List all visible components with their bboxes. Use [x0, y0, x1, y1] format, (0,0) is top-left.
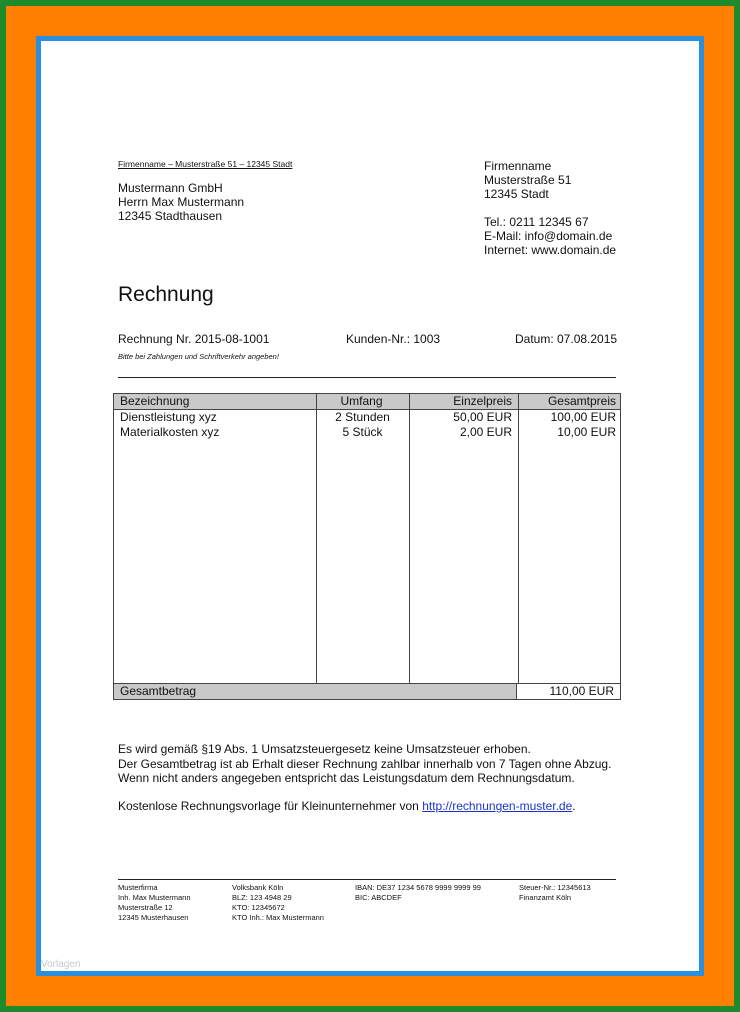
invoice-number: Rechnung Nr. 2015-08-1001	[118, 332, 270, 346]
footer-line: Musterfirma	[118, 883, 158, 892]
template-credit-text: Kostenlose Rechnungsvorlage für Kleinunternehmer von	[118, 799, 423, 813]
total-value: 110,00 EUR	[549, 684, 614, 698]
company-phone: Tel.: 0211 12345 67	[484, 215, 589, 229]
divider-line	[118, 377, 616, 378]
footer-line: Inh. Max Mustermann	[118, 893, 191, 902]
company-city: 12345 Stadt	[484, 187, 549, 201]
header-total-price: Gesamtpreis	[547, 394, 616, 408]
customer-number: Kunden-Nr.: 1003	[346, 332, 441, 346]
reference-hint: Bitte bei Zahlungen und Schriftverkehr angeben!	[118, 352, 279, 361]
header-description: Bezeichnung	[120, 394, 190, 408]
template-link[interactable]: http://rechnungen-muster.de	[422, 799, 573, 813]
row-total-price: 10,00 EUR	[557, 425, 616, 439]
note-line: Wenn nicht anders angegeben entspricht das Leistungsdatum dem Rechnungsdatum.	[118, 771, 575, 785]
note-line: Der Gesamtbetrag ist ab Erhalt dieser Rechnung zahlbar innerhalb von 7 Tagen ohne Abzug.	[118, 756, 612, 771]
column-divider	[518, 394, 519, 685]
row-description: Dienstleistung xyz	[120, 410, 217, 424]
header-unit-price: Einzelpreis	[453, 394, 512, 408]
footer-line: Musterstraße 12	[118, 903, 173, 912]
recipient-line: 12345 Stadthausen	[118, 209, 223, 223]
header-quantity: Umfang	[340, 394, 383, 408]
footer-line: Volksbank Köln	[232, 883, 284, 892]
invoice-page	[41, 41, 699, 971]
row-description: Materialkosten xyz	[120, 425, 220, 439]
recipient-line: Herrn Max Mustermann	[118, 195, 245, 209]
sender-return-address: Firmenname – Musterstraße 51 – 12345 Stadt	[118, 159, 293, 169]
footer-line: BLZ: 123 4948 29	[232, 893, 292, 902]
company-street: Musterstraße 51	[484, 173, 572, 187]
row-quantity: 5 Stück	[342, 425, 383, 439]
table-total-row	[114, 683, 620, 699]
footer-line: KTO Inh.: Max Mustermann	[232, 913, 324, 922]
recipient-address	[118, 181, 244, 223]
total-label: Gesamtbetrag	[120, 684, 197, 698]
footer-line: Finanzamt Köln	[519, 893, 572, 902]
company-email: E-Mail: info@domain.de	[484, 229, 613, 243]
footer-bank	[232, 883, 324, 923]
row-total-price: 100,00 EUR	[550, 410, 616, 424]
row-quantity: 2 Stunden	[335, 410, 390, 424]
document-title: Rechnung	[118, 283, 214, 306]
recipient-line: Mustermann GmbH	[118, 181, 223, 195]
footer-line: BIC: ABCDEF	[355, 893, 402, 902]
company-name: Firmenname	[484, 159, 552, 173]
table-header-row	[114, 394, 620, 410]
footer-tax	[519, 883, 591, 903]
company-web: Internet: www.domain.de	[484, 243, 617, 257]
row-unit-price: 2,00 EUR	[459, 425, 512, 439]
footer-line: IBAN: DE37 1234 5678 9999 9999 99	[355, 883, 481, 892]
footer-iban	[355, 883, 481, 903]
template-credit-suffix: .	[572, 799, 576, 813]
watermark-text: Vorlagen	[41, 959, 81, 970]
invoice-notes	[118, 742, 611, 786]
invoice-table	[113, 393, 621, 700]
footer-company	[118, 883, 191, 923]
row-unit-price: 50,00 EUR	[453, 410, 512, 424]
company-details	[484, 159, 616, 257]
footer-line: 12345 Musterhausen	[118, 913, 189, 922]
footer-line: KTO: 12345672	[232, 903, 285, 912]
total-value-cell	[516, 684, 620, 699]
note-line: Es wird gemäß §19 Abs. 1 Umsatzsteuergesetz keine Umsatzsteuer erhoben.	[118, 742, 531, 756]
template-credit	[118, 799, 576, 813]
footer-line: Steuer-Nr.: 12345613	[519, 883, 591, 892]
footer-divider	[118, 879, 616, 880]
invoice-date: Datum: 07.08.2015	[515, 332, 618, 346]
